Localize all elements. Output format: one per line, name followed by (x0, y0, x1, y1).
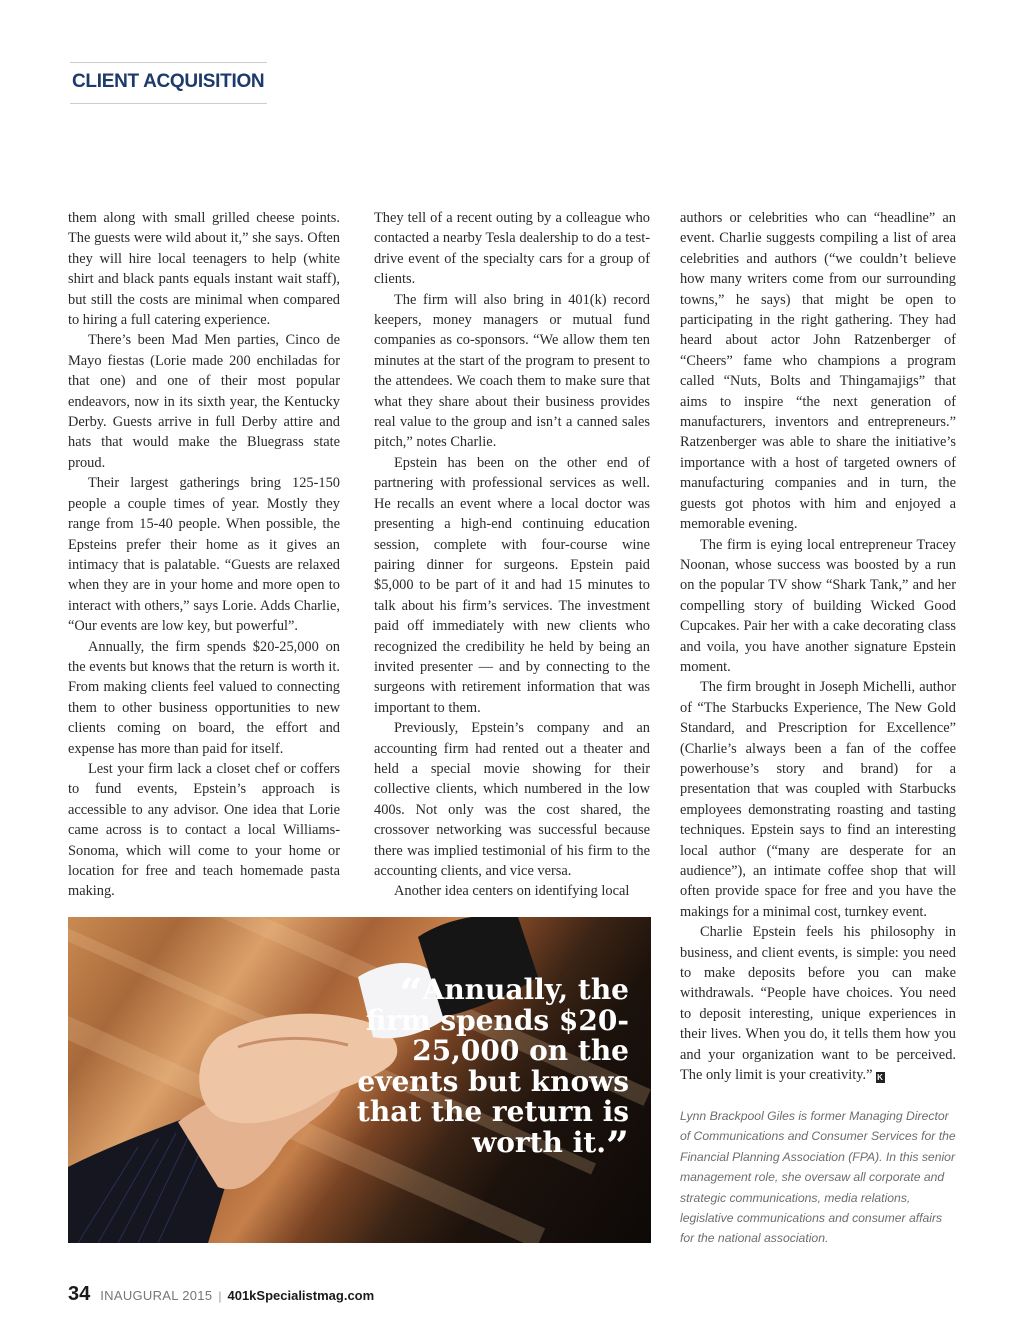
paragraph: Epstein has been on the other end of partnering with professional services as well. He recalls an event where a local doctor was presenting a high-end continuing education session, complete with four-course wine pairing dinner for surgeons. Epstein paid $5,000 to be part of it and had 15 minutes to talk about his firm’s services. The investment paid off immediately with new clients who recognized the credibility he held by being an invited presenter — and by connecting to the surgeons with retirement information that was important to them. (374, 454, 650, 716)
paragraph: Previously, Epstein’s company and an accounting firm had rented out a theater and held a special movie showing for their collective clients, which numbered in the low 400s. Not only was the cost shared, the crossover networking was successful because there was implied testimonial of his firm to the accounting clients, and vice versa. (374, 720, 650, 879)
paragraph: Their largest gatherings bring 125-150 people a couple times of year. Mostly they range from 15-40 people. When possible, the Epsteins prefer their home as it gives an intimacy that is palatable. “Guests are relaxed when they are in your home and more open to interact with others,” says Lorie. Adds Charlie, “Our events are low key, but powerful”. (68, 475, 340, 635)
paragraph: Annually, the firm spends $20-25,000 on the events but knows that the return is worth it. From making clients feel valued to connecting them to other business opportunities to new clients coming on board, the effort and expense has more than paid for itself. (68, 638, 340, 757)
close-quote-mark: ” (605, 1122, 629, 1170)
paragraph: The firm will also bring in 401(k) record keepers, money managers or mutual fund companies as co-sponsors. “We allow them ten minutes at the start of the program to present to the attendees. We coach them to make sure that what they share about their business provides real value to the group and isn’t a canned sales pitch,” notes Charlie. (374, 291, 650, 451)
page-number: 34 (68, 1283, 91, 1305)
paragraph: They tell of a recent outing by a colleague who contacted a nearby Tesla dealership to do a test-drive event of the specialty cars for a group of clients. (374, 210, 650, 288)
paragraph: Another idea centers on identifying local (394, 883, 630, 900)
paragraph: The firm brought in Joseph Michelli, author of “The Starbucks Experience, The New Gold Standard, and Prescription for Excellence” (Charlie’s always been a fan of the coffee powerhouse’s story and brand) for a presentation that was coupled with Starbucks employees demonstrating roasting and tasting techniques. Epstein says to find an interesting local author (“many are desperate for an audience”), an intimate coffee shop that will often provide space for free and you have the makings for a minimal cost, turnkey event. (680, 679, 956, 920)
author-bio: Lynn Brackpool Giles is former Managing Director of Communications and Consumer Services for the Financial Planning Association (FPA). In this senior management role, she oversaw all corporate and strategic communications, media relations, legislative communications and consumer affairs for the national association. (680, 1109, 956, 1246)
article-column-1 (68, 208, 340, 902)
article-column-3 (680, 208, 956, 1085)
paragraph: authors or celebrities who can “headline” an event. Charlie suggests compiling a list of area celebrities and authors (“we couldn’t believe how many writers come from our surrounding towns,” he says) that might be open to participating in the right gathering. They had heard about actor John Ratzenberger of “Cheers” fame who champions a program called “Nuts, Bolts and Thingamajigs” that aims to inspire “the next generation of manufacturers, inventors and entrepreneurs.” Ratzenberger was able to share the initiative’s importance with a host of targeted owners of manufacturing companies and in turn, the guests got photos with him and enjoyed a memorable evening. (680, 210, 956, 533)
handshake-photo (68, 917, 651, 1243)
end-mark-icon: K (877, 1073, 883, 1083)
paragraph: The firm is eying local entrepreneur Tracey Noonan, whose success was boosted by a run on the popular TV show “Shark Tank,” and her compelling story of building Wicked Good Cupcakes. Pair her with a cake decorating class and voila, you have another signature Epstein moment. (680, 536, 956, 675)
section-title: CLIENT ACQUISITION (72, 71, 265, 92)
paragraph-text: Charlie Epstein feels his philosophy in business, and client events, is simple: you need to make deposits before you can make withdrawals. “People have choices. You need to deposit interesting, unique experiences in their lives. When you do, it tells them how you and your organization want to be perceived. The only limit is your creativity.” (680, 924, 956, 1084)
open-quote-mark: “ (399, 970, 423, 1017)
article-column-2 (374, 208, 650, 902)
website-link[interactable]: 401kSpecialistmag.com (227, 1288, 375, 1303)
page-footer (68, 1283, 374, 1305)
footer-separator: | (218, 1289, 222, 1303)
pull-quote (329, 970, 629, 1170)
paragraph: them along with small grilled cheese points. The guests were wild about it,” she says. Often they will hire local teenagers to help (white shirt and black pants equals instant wait staff), but still the costs are minimal when compared to hiring a full catering experience. (68, 210, 340, 329)
paragraph: There’s been Mad Men parties, Cinco de Mayo fiestas (Lorie made 200 enchiladas for that one) and one of their most popular endeavors, now in its sixth year, the Kentucky Derby. Guests arrive in full Derby attire and hats that would make the Bluegrass state proud. (68, 332, 340, 471)
closing-paragraph (680, 922, 956, 1085)
paragraph: Lest your firm lack a closet chef or coffers to fund events, Epstein’s approach is accessible to any advisor. One idea that Lorie came across is to contact a local Williams-Sonoma, which will come to your home or location for free and teach homemade pasta making. (68, 760, 340, 900)
issue-label: INAUGURAL 2015 (100, 1288, 213, 1303)
section-header (70, 62, 267, 104)
pull-quote-text: Annually, the firm spends $20-25,000 on the events but knows that the return is worth it. (356, 973, 629, 1159)
